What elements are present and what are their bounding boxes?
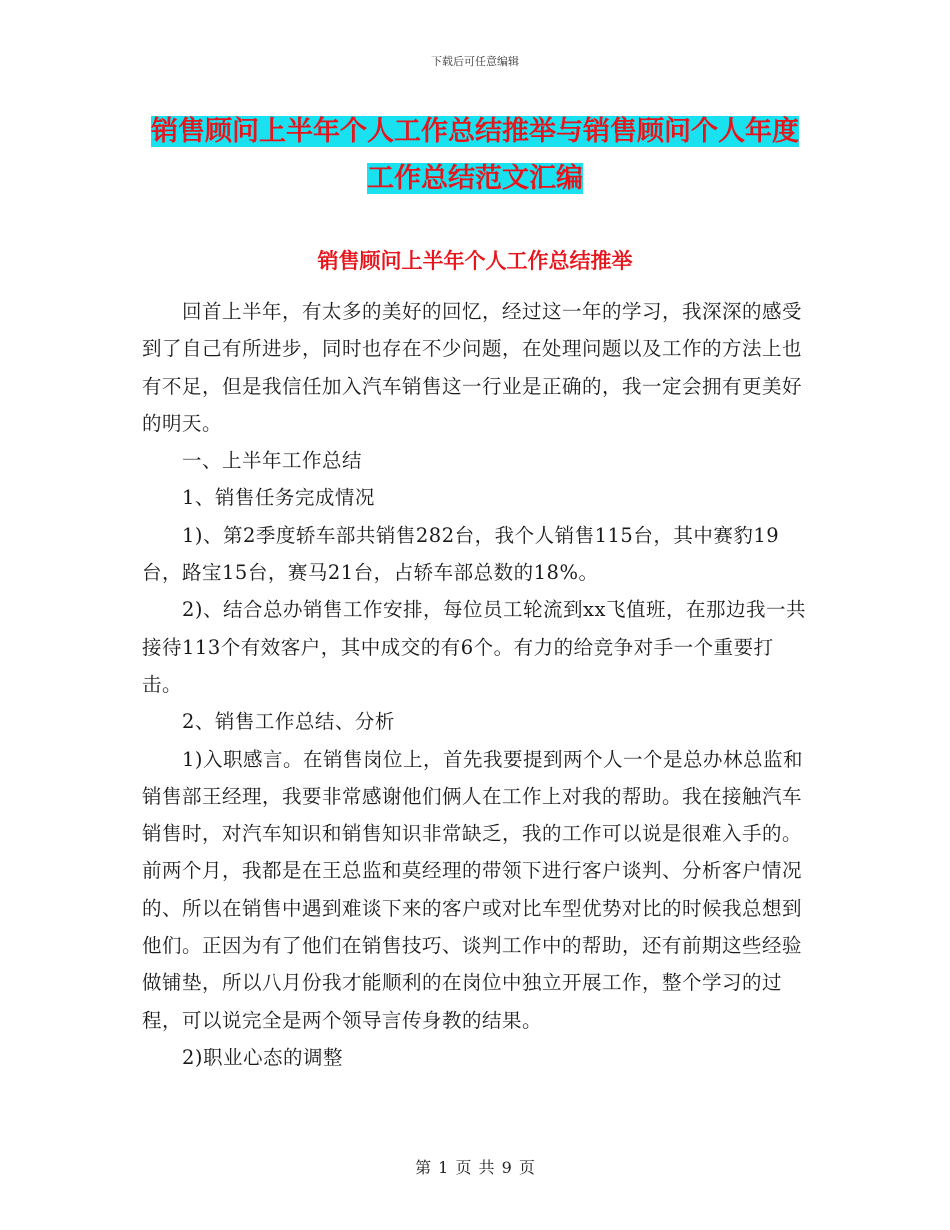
document-title: [140, 108, 810, 202]
document-body: [142, 293, 810, 1076]
page-header-note: 下载后可任意编辑: [431, 55, 519, 68]
page-number: 第 1 页 共 9 页: [415, 1158, 535, 1177]
paragraph: 1)入职感言。在销售岗位上，首先我要提到两个人一个是总办林总监和销售部王经理，我要非常感谢他们俩人在工作上对我的帮助。我在接触汽车销售时，对汽车知识和销售知识非常缺乏，我的工作可以说是很难入手的。前两个月，我都是在王总监和莫经理的带领下进行客户谈判、分析客户情况的、所以在销售中遇到难谈下来的客户或对比车型优势对比的时候我总想到他们。正因为有了他们在销售技巧、谈判工作中的帮助，还有前期这些经验做铺垫，所以八月份我才能顺利的在岗位中独立开展工作，整个学习的过程，可以说完全是两个领导言传身教的结果。: [142, 747, 803, 1032]
document-title-text: 销售顾问上半年个人工作总结推举与销售顾问个人年度工作总结范文汇编: [151, 116, 799, 194]
paragraph: 1、销售任务完成情况: [181, 486, 375, 510]
paragraph: 一、上半年工作总结: [181, 449, 362, 473]
paragraph: 2)、结合总办销售工作安排，每位员工轮流到xx飞值班，在那边我一共接待113个有效客户，其中成交的有6个。有力的给竞争对手一个重要打击。: [142, 598, 806, 696]
paragraph: 2)职业心态的调整: [181, 1045, 343, 1069]
paragraph: 回首上半年，有太多的美好的回忆，经过这一年的学习，我深深的感受到了自己有所进步，同时也存在不少问题，在处理问题以及工作的方法上也有不足，但是我信任加入汽车销售这一行业是正确的，我一定会拥有更美好的明天。: [142, 300, 803, 435]
paragraph: 1)、第2季度轿车部共销售282台，我个人销售115台，其中赛豹19台，路宝15台，赛马21台，占轿车部总数的18%。: [142, 523, 780, 585]
section-title: 销售顾问上半年个人工作总结推举: [317, 249, 633, 273]
paragraph: 2、销售工作总结、分析: [181, 710, 395, 734]
